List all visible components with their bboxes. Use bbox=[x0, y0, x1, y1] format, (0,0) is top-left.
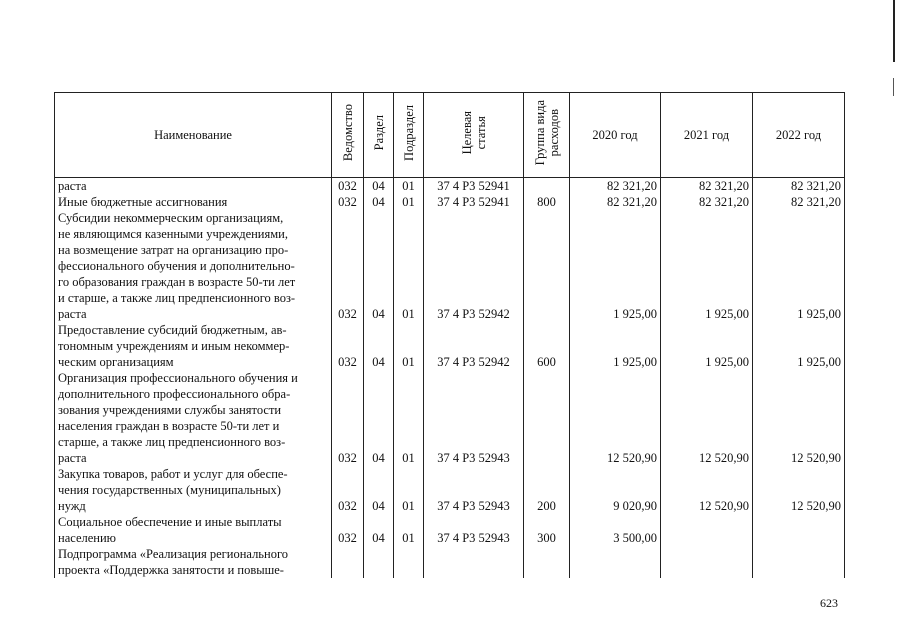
budget-table bbox=[54, 92, 845, 578]
cell-2020: 3 500,00 bbox=[570, 514, 661, 546]
table-row bbox=[55, 546, 845, 578]
cell-gruppa: 800 bbox=[524, 194, 570, 210]
cell-razdel: 04 bbox=[364, 514, 394, 546]
header-2022-label: 2022 год bbox=[775, 128, 822, 142]
cell-2020: 9 020,90 bbox=[570, 466, 661, 514]
cell-2021: 1 925,00 bbox=[661, 210, 753, 322]
cell-2022: 82 321,20 bbox=[753, 178, 845, 195]
header-razdel bbox=[364, 93, 394, 178]
table-body bbox=[55, 178, 845, 579]
cell-podrazdel: 01 bbox=[394, 178, 424, 195]
cell-2021: 12 520,90 bbox=[661, 370, 753, 466]
cell-2021: 12 520,90 bbox=[661, 466, 753, 514]
table-row bbox=[55, 210, 845, 322]
cell-2021: 1 925,00 bbox=[661, 322, 753, 370]
cell-celevaya: 37 4 Р3 52941 bbox=[424, 178, 524, 195]
cell-podrazdel: 01 bbox=[394, 466, 424, 514]
cell-2020: 1 925,00 bbox=[570, 322, 661, 370]
cell-name-line: Подпрограмма «Реализация регионального bbox=[58, 547, 289, 561]
header-vedomstvo bbox=[332, 93, 364, 178]
cell-name bbox=[55, 322, 332, 370]
header-razdel-label: Раздел bbox=[371, 115, 386, 151]
table-row bbox=[55, 370, 845, 466]
cell-name-line: раста bbox=[58, 451, 87, 465]
cell-razdel: 04 bbox=[364, 210, 394, 322]
cell-2020: 12 520,90 bbox=[570, 370, 661, 466]
cell-celevaya: 37 4 Р3 52943 bbox=[424, 466, 524, 514]
cell-name bbox=[55, 210, 332, 322]
cell-name bbox=[55, 514, 332, 546]
cell-2022: 1 925,00 bbox=[753, 210, 845, 322]
cell-name-line: населения граждан в возрасте 50-ти лет и bbox=[58, 419, 280, 433]
cell-gruppa bbox=[524, 546, 570, 578]
cell-name-line: нужд bbox=[58, 499, 86, 513]
cell-vedomstvo: 032 bbox=[332, 178, 364, 195]
cell-razdel: 04 bbox=[364, 178, 394, 195]
cell-name bbox=[55, 370, 332, 466]
cell-podrazdel: 01 bbox=[394, 370, 424, 466]
cell-name-line: не являющимся казенными учреждениями, bbox=[58, 227, 288, 241]
header-2021-label: 2021 год bbox=[683, 128, 730, 142]
page-number: 623 bbox=[820, 596, 838, 610]
cell-2022: 82 321,20 bbox=[753, 194, 845, 210]
scan-edge-mark bbox=[893, 0, 895, 62]
header-gruppa-line1: Группа вида bbox=[532, 100, 547, 166]
cell-vedomstvo: 032 bbox=[332, 370, 364, 466]
cell-razdel: 04 bbox=[364, 322, 394, 370]
cell-celevaya: 37 4 Р3 52943 bbox=[424, 370, 524, 466]
cell-podrazdel bbox=[394, 546, 424, 578]
cell-name-line: Предоставление субсидий бюджетным, ав- bbox=[58, 323, 287, 337]
table-header bbox=[55, 93, 845, 178]
cell-name-line: го образования граждан в возрасте 50-ти лет bbox=[58, 275, 296, 289]
cell-name-line: на возмещение затрат на организацию про- bbox=[58, 243, 289, 257]
cell-podrazdel: 01 bbox=[394, 194, 424, 210]
cell-name-line: населению bbox=[58, 531, 116, 545]
table-row bbox=[55, 514, 845, 546]
header-celevaya-label bbox=[460, 111, 488, 154]
table-row bbox=[55, 466, 845, 514]
table-row bbox=[55, 178, 845, 195]
header-celevaya-line1: Целевая bbox=[459, 111, 474, 155]
cell-celevaya: 37 4 Р3 52942 bbox=[424, 322, 524, 370]
cell-gruppa bbox=[524, 370, 570, 466]
cell-2021: 82 321,20 bbox=[661, 178, 753, 195]
cell-vedomstvo: 032 bbox=[332, 322, 364, 370]
cell-name-line: ческим организациям bbox=[58, 355, 174, 369]
header-vedomstvo-label: Ведомство bbox=[340, 104, 355, 162]
cell-gruppa: 300 bbox=[524, 514, 570, 546]
cell-2022: 12 520,90 bbox=[753, 370, 845, 466]
header-celevaya-line2: статья bbox=[473, 116, 488, 150]
cell-razdel: 04 bbox=[364, 194, 394, 210]
cell-2021 bbox=[661, 514, 753, 546]
cell-name-line: дополнительного профессионального обра- bbox=[58, 387, 291, 401]
cell-2022: 12 520,90 bbox=[753, 466, 845, 514]
cell-celevaya bbox=[424, 546, 524, 578]
cell-name-line: проекта «Поддержка занятости и повыше- bbox=[58, 563, 284, 577]
cell-2022 bbox=[753, 514, 845, 546]
cell-name-line: Социальное обеспечение и иные выплаты bbox=[58, 515, 282, 529]
cell-name bbox=[55, 178, 332, 195]
cell-name-line: Субсидии некоммерческим организациям, bbox=[58, 211, 284, 225]
cell-vedomstvo bbox=[332, 546, 364, 578]
cell-gruppa bbox=[524, 178, 570, 195]
cell-name bbox=[55, 466, 332, 514]
cell-razdel: 04 bbox=[364, 466, 394, 514]
cell-celevaya: 37 4 Р3 52943 bbox=[424, 514, 524, 546]
cell-name-line: раста bbox=[58, 307, 87, 321]
cell-name bbox=[55, 546, 332, 578]
cell-2020: 1 925,00 bbox=[570, 210, 661, 322]
cell-gruppa bbox=[524, 210, 570, 322]
cell-name-line: зования учреждениями службы занятости bbox=[58, 403, 282, 417]
cell-gruppa: 600 bbox=[524, 322, 570, 370]
cell-name-line: и старше, а также лиц предпенсионного воз- bbox=[58, 291, 296, 305]
cell-name-line: чения государственных (муниципальных) bbox=[58, 483, 281, 497]
cell-2021 bbox=[661, 546, 753, 578]
cell-name-line: Иные бюджетные ассигнования bbox=[58, 195, 228, 209]
cell-razdel: 04 bbox=[364, 370, 394, 466]
cell-2020: 82 321,20 bbox=[570, 178, 661, 195]
cell-2022 bbox=[753, 546, 845, 578]
header-gruppa-line2: расходов bbox=[546, 109, 561, 157]
header-2022 bbox=[753, 93, 845, 178]
cell-podrazdel: 01 bbox=[394, 514, 424, 546]
cell-name-line: тономным учреждениям и иным некоммер- bbox=[58, 339, 290, 353]
cell-vedomstvo: 032 bbox=[332, 514, 364, 546]
cell-2020: 82 321,20 bbox=[570, 194, 661, 210]
header-name-label: Наименование bbox=[154, 128, 232, 142]
cell-2022: 1 925,00 bbox=[753, 322, 845, 370]
cell-podrazdel: 01 bbox=[394, 210, 424, 322]
scan-edge-mark-lower bbox=[893, 78, 894, 96]
cell-vedomstvo: 032 bbox=[332, 210, 364, 322]
header-podrazdel bbox=[394, 93, 424, 178]
header-podrazdel-label: Подраздел bbox=[401, 105, 416, 161]
cell-podrazdel: 01 bbox=[394, 322, 424, 370]
cell-name-line: Закупка товаров, работ и услуг для обеспе- bbox=[58, 467, 288, 481]
cell-name-line: Организация профессионального обучения и bbox=[58, 371, 298, 385]
header-2021 bbox=[661, 93, 753, 178]
cell-razdel bbox=[364, 546, 394, 578]
cell-2021: 82 321,20 bbox=[661, 194, 753, 210]
cell-name-line: старше, а также лиц предпенсионного воз- bbox=[58, 435, 286, 449]
cell-name bbox=[55, 194, 332, 210]
cell-name-line: фессионального обучения и дополнительно- bbox=[58, 259, 295, 273]
header-2020-label: 2020 год bbox=[592, 128, 638, 142]
cell-name-line: раста bbox=[58, 179, 87, 193]
header-gruppa bbox=[524, 93, 570, 178]
cell-vedomstvo: 032 bbox=[332, 466, 364, 514]
cell-2020 bbox=[570, 546, 661, 578]
header-celevaya bbox=[424, 93, 524, 178]
header-gruppa-label bbox=[533, 100, 561, 165]
cell-vedomstvo: 032 bbox=[332, 194, 364, 210]
cell-celevaya: 37 4 Р3 52942 bbox=[424, 210, 524, 322]
header-name bbox=[55, 93, 332, 178]
cell-gruppa: 200 bbox=[524, 466, 570, 514]
cell-celevaya: 37 4 Р3 52941 bbox=[424, 194, 524, 210]
table-row bbox=[55, 322, 845, 370]
table-row bbox=[55, 194, 845, 210]
header-2020 bbox=[570, 93, 661, 178]
